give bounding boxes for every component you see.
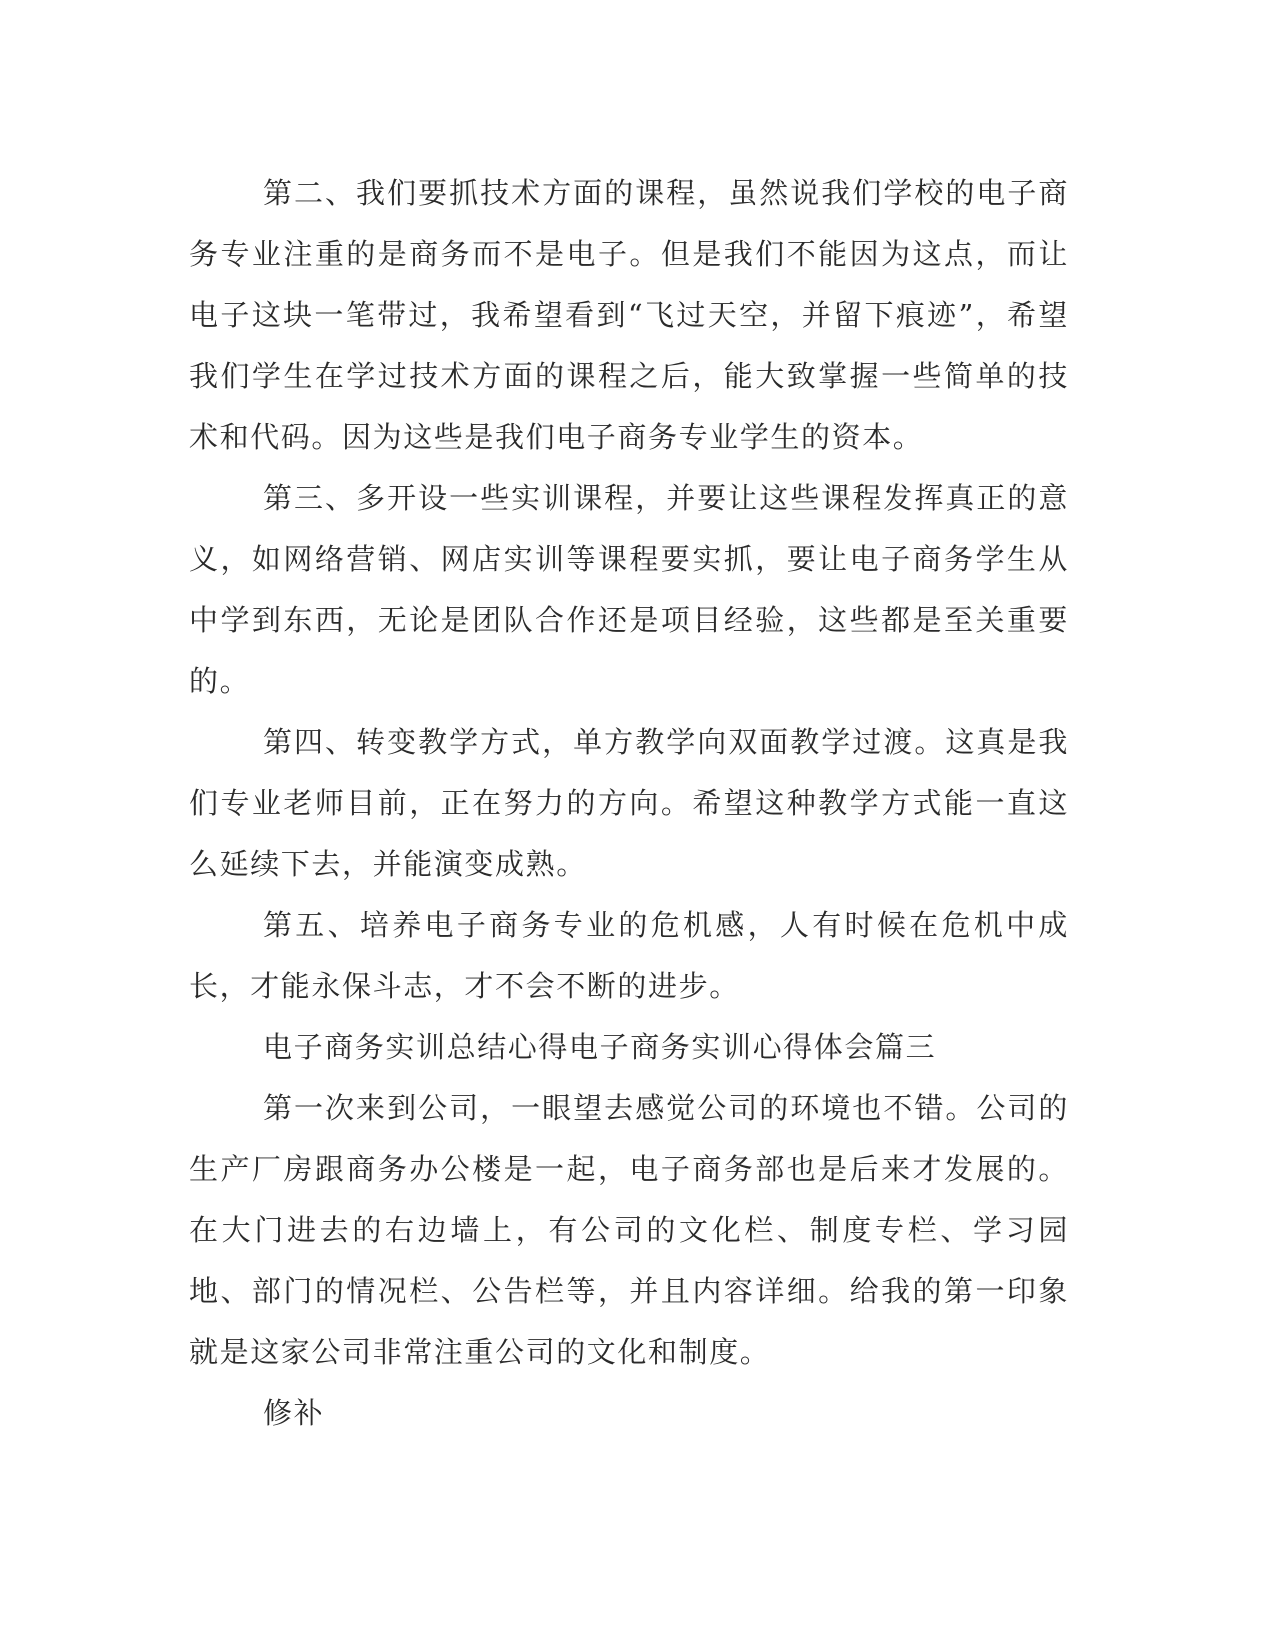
paragraph-2-technical-courses: 第二、我们要抓技术方面的课程，虽然说我们学校的电子商务专业注重的是商务而不是电子。但是我们不能因为这点，而让电子这块一笔带过，我希望看到“飞过天空，并留下痕迹”，希望我们学生在学过技术方面的课程之后，能大致掌握一些简单的技术和代码。因为这些是我们电子商务专业学生的资本。 xyxy=(189,176,1069,454)
document-body xyxy=(189,163,1069,1444)
paragraph-4-teaching-methods: 第四、转变教学方式，单方教学向双面教学过渡。这真是我们专业老师目前，正在努力的方向。希望这种教学方式能一直这么延续下去，并能演变成熟。 xyxy=(189,725,1069,881)
paragraph-repair: 修补 xyxy=(263,1396,325,1430)
paragraph-3-training-courses: 第三、多开设一些实训课程，并要让这些课程发挥真正的意义，如网络营销、网店实训等课程要实抓，要让电子商务学生从中学到东西，无论是团队合作还是项目经验，这些都是至关重要的。 xyxy=(189,481,1069,698)
paragraph-5-crisis-awareness: 第五、培养电子商务专业的危机感，人有时候在危机中成长，才能永保斗志，才不会不断的进步。 xyxy=(189,908,1069,1003)
section-heading-part-three: 电子商务实训总结心得电子商务实训心得体会篇三 xyxy=(263,1030,937,1064)
paragraph-first-day-company: 第一次来到公司，一眼望去感觉公司的环境也不错。公司的生产厂房跟商务办公楼是一起，电子商务部也是后来才发展的。在大门进去的右边墙上，有公司的文化栏、制度专栏、学习园地、部门的情况栏、公告栏等，并且内容详细。给我的第一印象就是这家公司非常注重公司的文化和制度。 xyxy=(189,1091,1069,1369)
